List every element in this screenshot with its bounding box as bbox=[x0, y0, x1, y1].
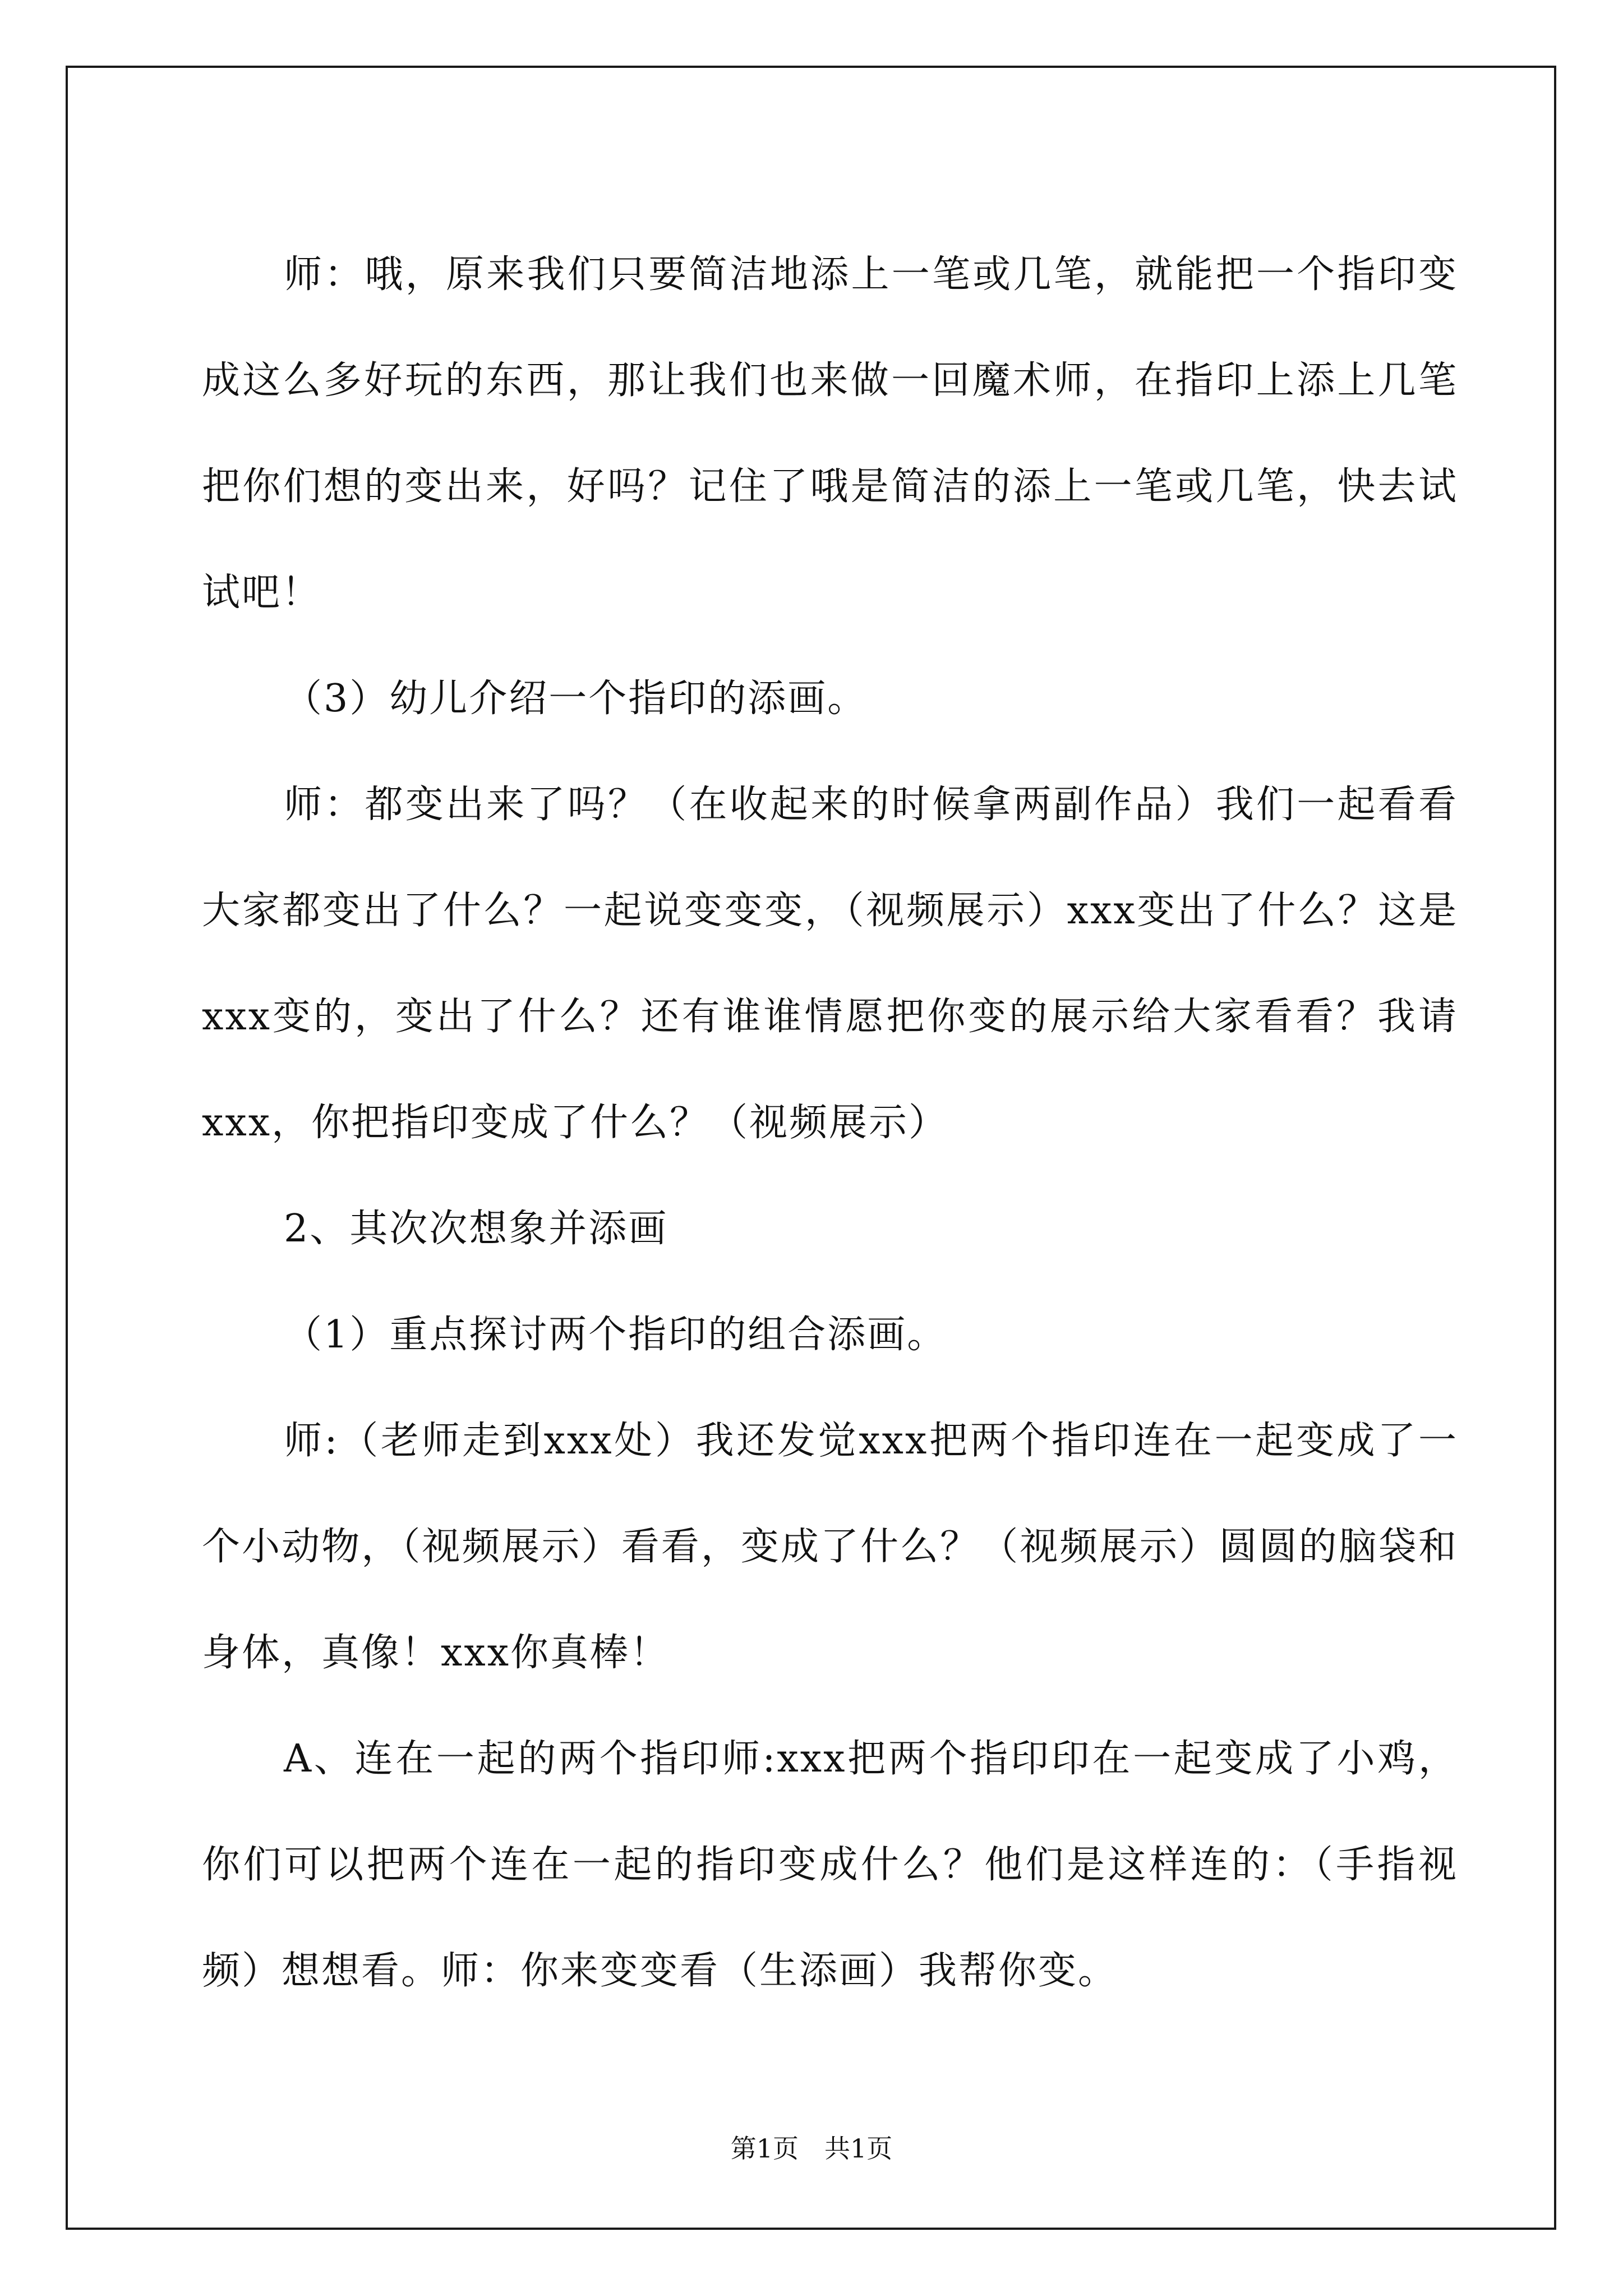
paragraph-7: A、连在一起的两个指印师:xxx把两个指印印在一起变成了小鸡，你们可以把两个连在一起的指印变成什么？他们是这样连的：（手指视频）想想看。师：你来变变看（生添画）我帮你变。 bbox=[202, 1737, 1458, 1993]
paragraph-5: （1）重点探讨两个指印的组合添画。 bbox=[284, 1313, 947, 1357]
paragraph-6: 师:（老师走到xxx处）我还发觉xxx把两个指印连在一起变成了一个小动物，（视频展示）看看，变成了什么？（视频展示）圆圆的脑袋和身体，真像！xxx你真棒！ bbox=[202, 1419, 1458, 1675]
paragraph-1: 师：哦，原来我们只要简洁地添上一笔或几笔，就能把一个指印变成这么多好玩的东西，那让我们也来做一回魔术师，在指印上添上几笔把你们想的变出来，好吗？记住了哦是简洁的添上一笔或几笔，快去试试吧！ bbox=[202, 252, 1458, 615]
paragraph-2: （3）幼儿介绍一个指印的添画。 bbox=[284, 677, 868, 721]
paragraph-3: 师：都变出来了吗？（在收起来的时候拿两副作品）我们一起看看大家都变出了什么？一起说变变变，（视频展示）xxx变出了什么？这是xxx变的，变出了什么？还有谁谁情愿把你变的展示给大家看看？我请xxx，你把指印变成了什么？（视频展示） bbox=[202, 783, 1458, 1145]
paragraph-4: 2、其次次想象并添画 bbox=[284, 1207, 668, 1251]
document-body bbox=[202, 222, 1458, 2024]
page-footer: 第1页 共1页 bbox=[730, 2133, 893, 2164]
